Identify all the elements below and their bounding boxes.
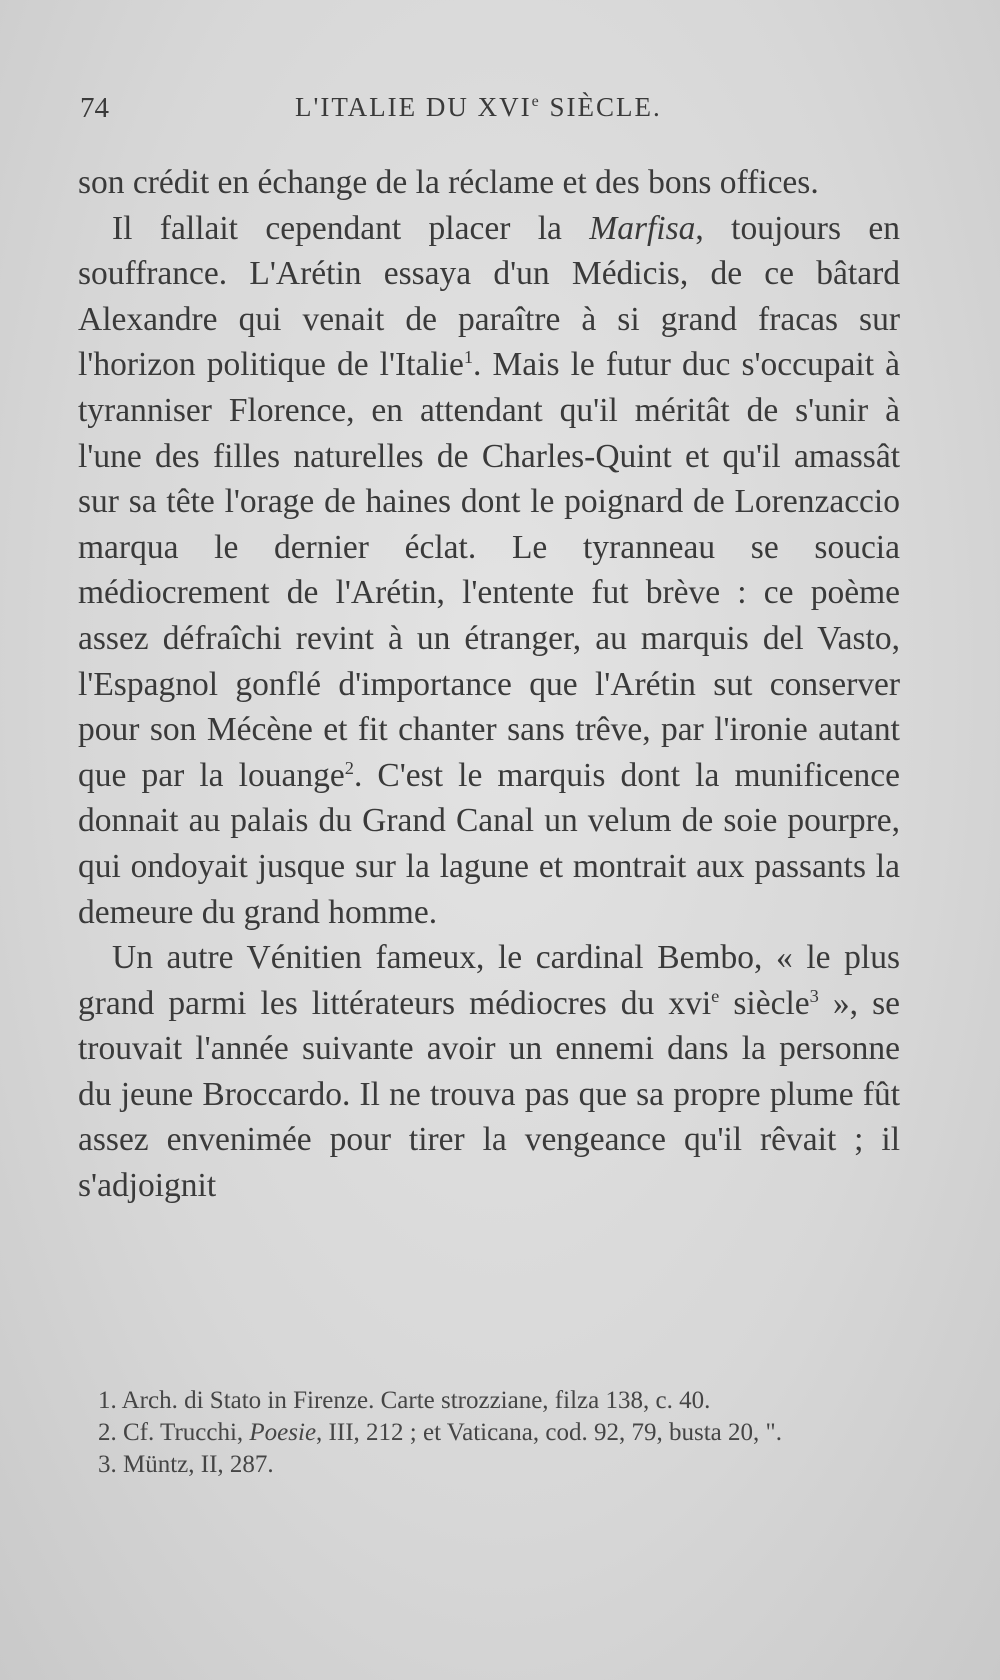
footnotes: [80, 1386, 900, 1482]
footnote-ref-3: 3: [809, 985, 819, 1006]
paragraph-3-part-a: Un autre Vénitien fameux, le cardinal Bembo, « le plus grand parmi les littérateurs médiocres du xvi: [78, 939, 900, 1022]
running-title: [295, 92, 662, 123]
running-title-text: L'ITALIE DU XVI: [295, 92, 532, 122]
century-superscript: e: [711, 985, 720, 1006]
footnote-2: [80, 1418, 900, 1448]
paragraph-1: son crédit en échange de la réclame et des bons offices.: [78, 164, 819, 201]
paragraph-3-part-b: siècle: [719, 984, 810, 1022]
paragraph-3: [78, 935, 900, 1209]
paragraph-2: [78, 206, 900, 936]
paragraph-2-part-c: . Mais le futur duc s'occupait à tyranniser Florence, en attendant qu'il méritât de s'unir à l'une des filles naturelles de Charles-Quint et qu'il amassât sur sa tête l'orage de haines dont le poignard de Lorenzaccio marqua le dernier éclat. Le tyranneau se soucia médiocrement de l'Arétin, l'entente fut brève : ce poème assez défraîchi revint à un étranger, au marquis del Vasto, l'Espagnol gonflé d'importance que l'Arétin sut conserver pour son Mécène et fit chanter sans trêve, par l'ironie autant que par la louange: [78, 346, 900, 794]
running-title-superscript: e: [531, 93, 541, 110]
footnote-ref-2: 2: [344, 757, 354, 778]
page-number: 74: [80, 92, 109, 124]
main-text: [78, 160, 900, 1209]
title-poesie: Poesie: [249, 1419, 317, 1446]
paragraph-3-part-c: », se trouvait l'année suivante avoir un ennemi dans la personne du jeune Broccardo. Il ne trouva pas que sa propre plume fût assez envenimée pour tirer la vengeance qu'il rêvait ; il s'adjoignit: [78, 984, 900, 1205]
footnote-ref-1: 1: [463, 347, 474, 368]
running-title-end: SIÈCLE.: [540, 92, 662, 122]
footnote-2-part-a: 2. Cf. Trucchi,: [98, 1419, 250, 1446]
title-marfisa: Marfisa: [589, 209, 696, 247]
paragraph-2-part-b: , toujours en souffrance. L'Arétin essaya d'un Médicis, de ce bâtard Alexandre qui venait de paraître à si grand fracas sur l'horizon politique de l'Italie: [78, 209, 900, 384]
footnote-1: 1. Arch. di Stato in Firenze. Carte strozziane, filza 138, c. 40.: [98, 1387, 711, 1414]
paragraph-2-part-a: Il fallait cependant placer la: [112, 209, 590, 247]
paragraph-2-part-d: . C'est le marquis dont la munificence donnait au palais du Grand Canal un velum de soie pourpre, qui ondoyait jusque sur la lagune et montrait aux passants la demeure du grand homme.: [78, 756, 901, 931]
page-header: [80, 92, 900, 132]
footnote-3: 3. Müntz, II, 287.: [98, 1451, 274, 1478]
footnote-2-part-b: , III, 212 ; et Vaticana, cod. 92, 79, busta 20, ".: [316, 1419, 782, 1446]
